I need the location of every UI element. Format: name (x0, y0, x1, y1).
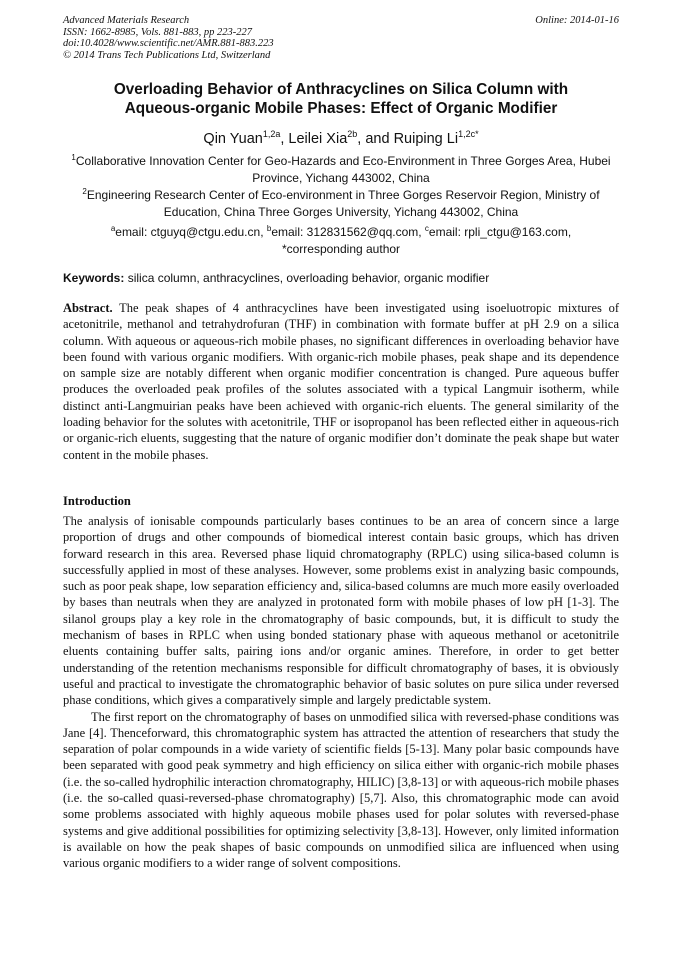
author-2-name: Leilei Xia (288, 130, 348, 147)
affiliation-2 (63, 183, 619, 221)
doi-line: doi:10.4028/www.scientific.net/AMR.881-883.223 (63, 38, 274, 49)
keywords (63, 270, 619, 286)
email-block (63, 220, 619, 258)
affiliation-2-text: Engineering Research Center of Eco-environment in Three Gorges Reservoir Region, Ministry of Education, China Three Gorges University, Yichang 443002, China (86, 188, 600, 219)
keywords-label: Keywords: (63, 271, 125, 285)
author-3-sup: 1,2c* (458, 129, 479, 139)
author-2-sup: 2b (347, 129, 358, 139)
email-a-sup: a (110, 224, 116, 233)
paper-title (63, 80, 619, 118)
corresponding-note: *corresponding author (281, 242, 401, 256)
author-3-name: Ruiping Li (393, 130, 459, 147)
issn-line: ISSN: 1662-8985, Vols. 881-883, pp 223-227 (63, 26, 252, 38)
affiliation-1-sup: 1 (71, 153, 76, 162)
title-line-2: Aqueous-organic Mobile Phases: Effect of Organic Modifier (124, 100, 558, 117)
email-a: email: ctguyq@ctgu.edu.cn, (115, 225, 267, 239)
abstract-text: The peak shapes of 4 anthracyclines have been investigated using isoeluotropic mixtures of acetonitrile, methanol and tetrahydrofuran (THF) in combination with formate buffer at pH 2.9 on a silica column. With aqueous or aqueous-rich mobile phases, no significant differences in overloading behavior have been found with various organic modifiers. With organic-rich mobile phases, peak shape and its dependence on sample size are notably different when organic modifier concentration is changed. Pure aqueous buffer produces the overloaded peak profiles of the solutes associated with a typical Langmuir isotherm, while distinct anti-Langmuirian peaks have been achieved with organic-rich eluents. The general similarity of the loading behavior for the solutes with acetonitrile, THF or isopropanol has been reflected either in aqueous-rich or organic-rich eluents, suggesting that the nature of organic modifier don’t dominate the peak shape but water content in the mobile phases. (63, 301, 619, 462)
email-c-sup: c (424, 224, 429, 233)
email-b: email: 312831562@qq.com, (271, 225, 425, 239)
abstract-label: Abstract. (63, 301, 113, 315)
copyright-line: © 2014 Trans Tech Publications Ltd, Switzerland (63, 49, 271, 61)
affiliation-1-text: Collaborative Innovation Center for Geo-Hazards and Eco-Environment in Three Gorges Area, Hubei Province, Yichang 443002, China (75, 154, 611, 185)
abstract (63, 300, 619, 463)
title-line-1: Overloading Behavior of Anthracyclines on Silica Column with (113, 81, 569, 98)
journal-name: Advanced Materials Research (63, 15, 190, 26)
online-date: Online: 2014-01-16 (535, 15, 619, 26)
intro-paragraph-2: The first report on the chromatography of bases on unmodified silica with reversed-phase conditions was Jane [4]. Thenceforward, this chromatographic system has attracted the attention of researchers that study the separation of polar compounds in a wide variety of scientific fields [5-13]. Many polar basic compounds have been separated with good peak symmetry and high efficiency on silica either with organic-rich mobile phases (i.e. the so-called hydrophilic interaction chromatography, HILIC) [3,8-13] or with aqueous-rich mobile phases (i.e. the so-called quasi-reversed-phase chromatography) [5,7]. Also, this chromatographic mode can avoid some problems associated with highly aqueous mobile phases used for polar solutes with reversed-phase systems and give additional possibilities for optimizing selectivity [3,8-13]. However, only limited information is available on how the peak shapes of basic compounds on unmodified silica are influenced when using various organic modifiers to a wider range of solvent compositions. (63, 709, 619, 871)
journal-header (63, 15, 619, 61)
affiliation-2-sup: 2 (82, 187, 87, 196)
introduction-heading: Introduction (63, 494, 131, 508)
author-1-name: Qin Yuan (203, 130, 263, 147)
keywords-text: silica column, anthracyclines, overloading behavior, organic modifier (124, 271, 490, 285)
introduction-body (63, 513, 619, 872)
author-list: Qin Yuan$^{1,2a}$, Leilei Xia$^{2b}$, and Ruiping $Li^{1,2c*}$ (203, 129, 479, 147)
intro-paragraph-1: The analysis of ionisable compounds particularly bases continues to be an area of concern since a large proportion of drugs and other compounds of biomedical interest contain basic groups, which has driven forward research in this area. Reversed phase liquid chromatography (RPLC) using silica-based column is successfully applied in most of these analyses. However, some problems exist in analyzing basic compounds, such as poor peak shape, low separation efficiency and, silica-based columns are much more easily overloaded by bases than neutrals when they are analyzed in protonated form with mobile phases of low pH [1-3]. The silanol groups play a key role in the chromatography of basic compounds, but, it is difficult to study the mechanism of bases in RPLC when using bonded stationary phase with aqueous methanol or acetonitrile eluents containing buffer salts, pairing ions and/or organic amines. Therefore, in order to get better understanding of the retention mechanisms responsible for difficult chromatography of bases, it is obviously useful and practical to investigate the chromatographic behavior of basic solutes on pure silica under reversed phase conditions, which gives a comparatively simple and largely predictable system. (63, 514, 619, 708)
affiliation-1 (63, 149, 619, 187)
email-c: email: rpli_ctgu@163.com, (428, 225, 572, 239)
email-b-sup: b (266, 224, 272, 233)
author-1-sup: 1,2a (262, 129, 281, 139)
